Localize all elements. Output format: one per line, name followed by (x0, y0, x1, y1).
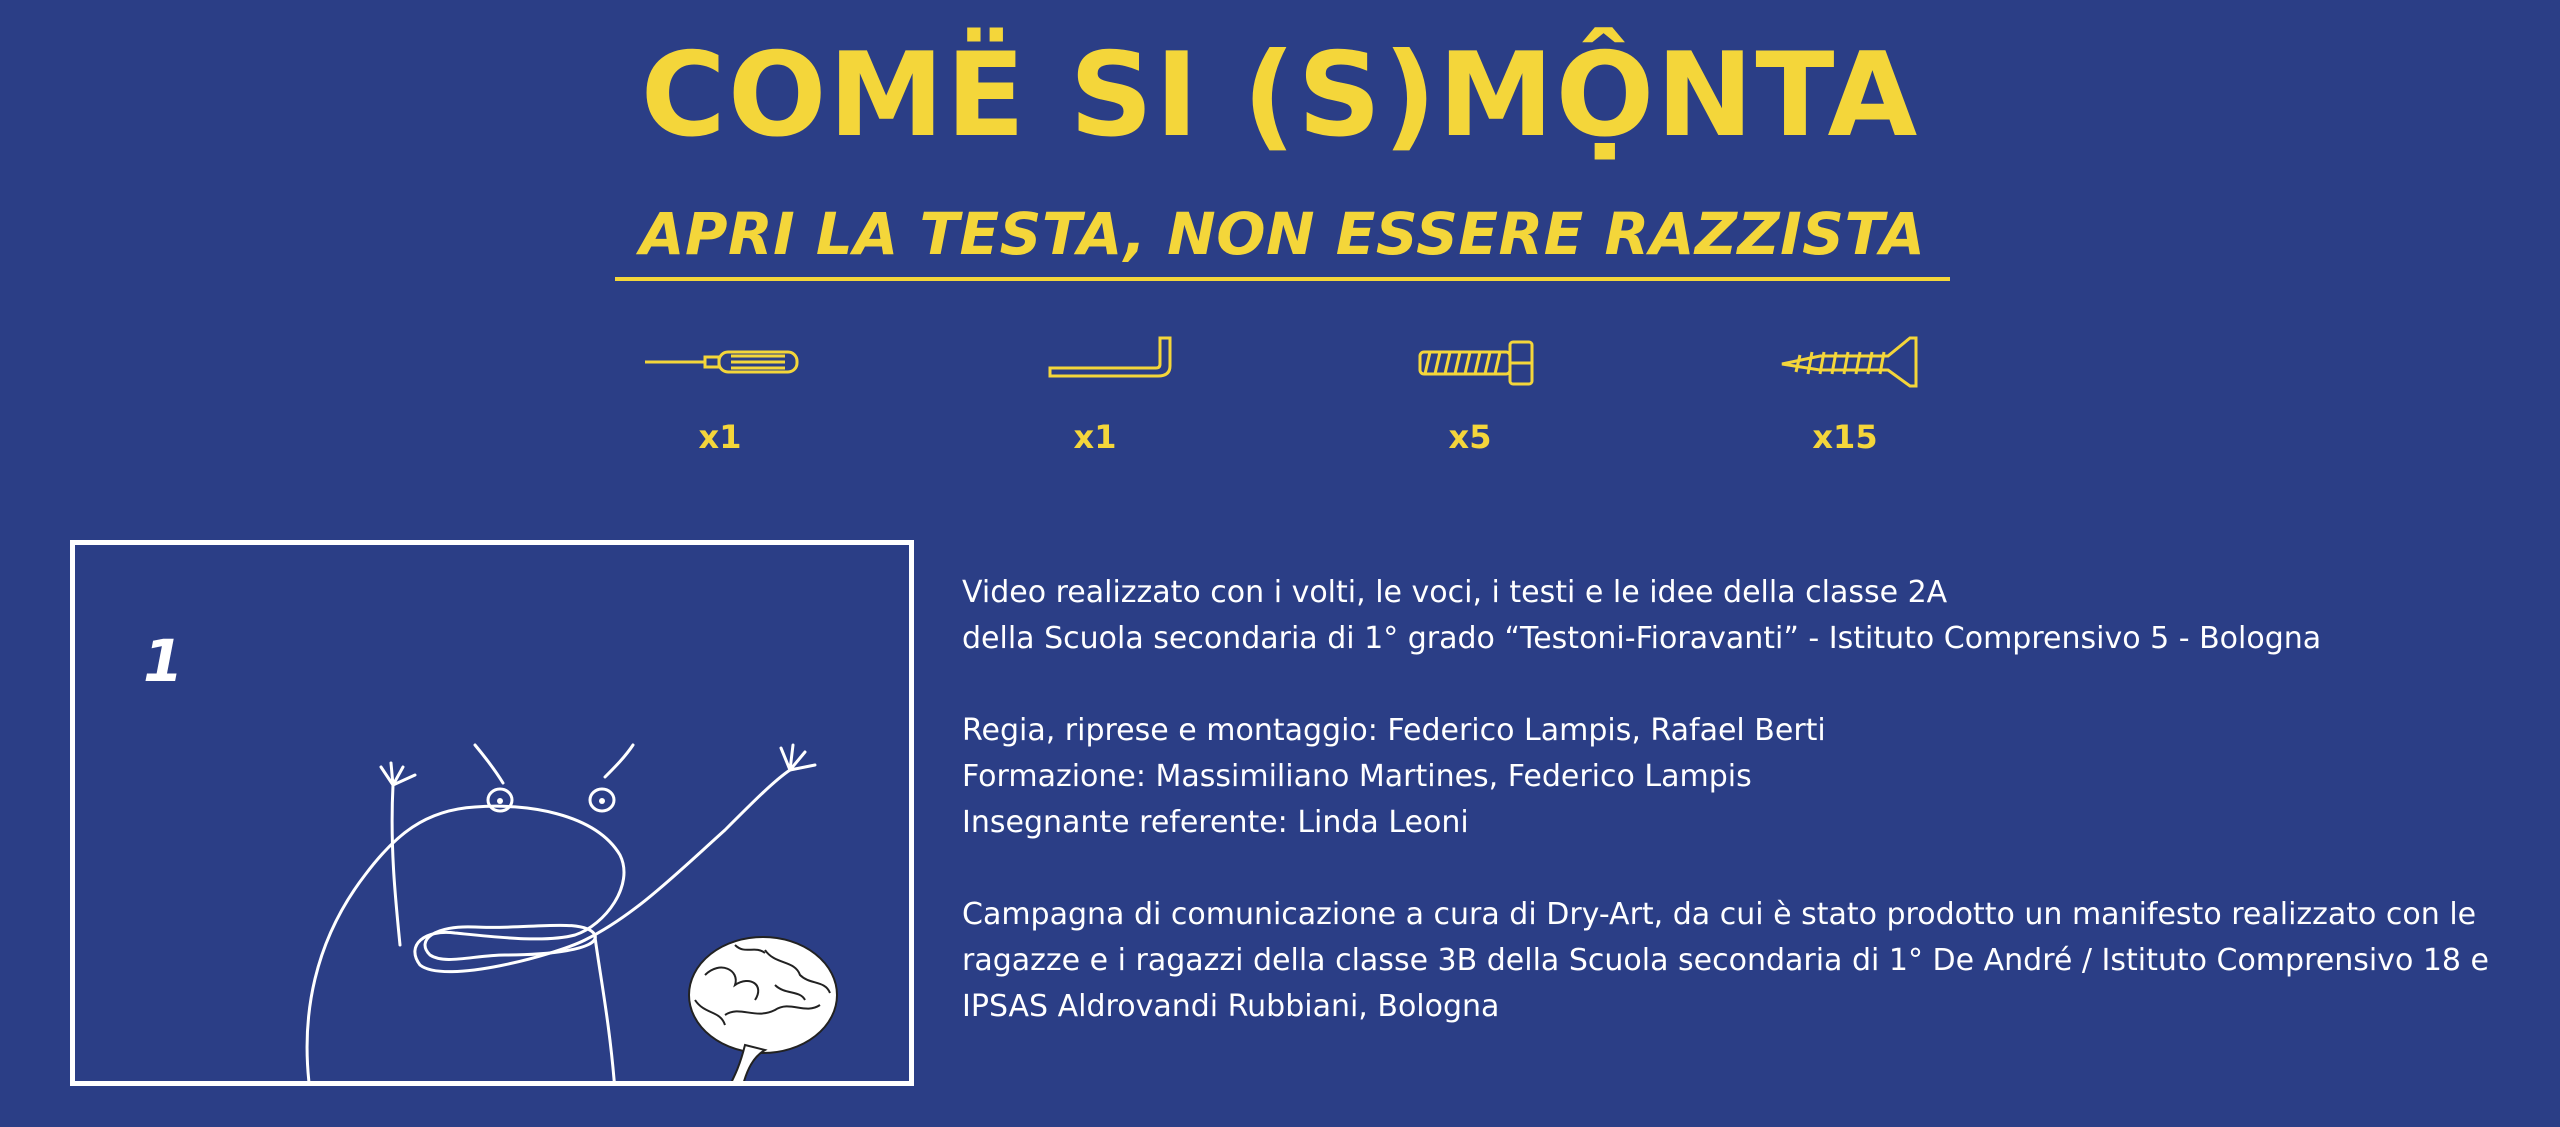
brain-icon (689, 937, 837, 1085)
allen-key-icon (1010, 330, 1180, 390)
tool-item-screwdriver (620, 330, 820, 470)
credits-line: Video realizzato con i volti, le voci, i testi e le idee della classe 2A (962, 575, 1948, 610)
tool-item-allen-key (995, 330, 1195, 470)
tool-quantity: x5 (1448, 418, 1492, 456)
credits-line: ragazze e i ragazzi della classe 3B della Scuola secondaria di 1° De André / Istituto Comprensivo 18 e (962, 943, 2489, 978)
tool-item-bolt (1370, 330, 1570, 470)
screwdriver-icon (635, 330, 805, 390)
page-title: COMË SI (S)MỘNTA (640, 28, 1920, 163)
page-subtitle: APRI LA TESTA, NON ESSERE RAZZISTA (615, 205, 1950, 281)
frame-number: 1 (143, 627, 184, 695)
credits-line: della Scuola secondaria di 1° grado “Testoni-Fioravanti” - Istituto Comprensivo 5 - Bologna (962, 621, 2322, 656)
credits-block (962, 570, 2522, 1030)
video-frame (70, 540, 914, 1086)
character-illustration (75, 545, 914, 1086)
credits-line: Insegnante referente: Linda Leoni (962, 805, 1469, 840)
credits-line: Formazione: Massimiliano Martines, Federico Lampis (962, 759, 1752, 794)
bolt-icon (1385, 330, 1555, 390)
credits-line: Regia, riprese e montaggio: Federico Lampis, Rafael Berti (962, 713, 1826, 748)
tool-quantity: x15 (1812, 418, 1878, 456)
tools-list (0, 330, 2560, 470)
tool-item-screw (1745, 330, 1945, 470)
screw-icon (1760, 330, 1930, 390)
tool-quantity: x1 (698, 418, 742, 456)
tool-quantity: x1 (1073, 418, 1117, 456)
credits-line: IPSAS Aldrovandi Rubbiani, Bologna (962, 989, 1500, 1024)
credits-line: Campagna di comunicazione a cura di Dry-Art, da cui è stato prodotto un manifesto realizzato con le (962, 897, 2477, 932)
subtitle-container (615, 200, 1950, 281)
